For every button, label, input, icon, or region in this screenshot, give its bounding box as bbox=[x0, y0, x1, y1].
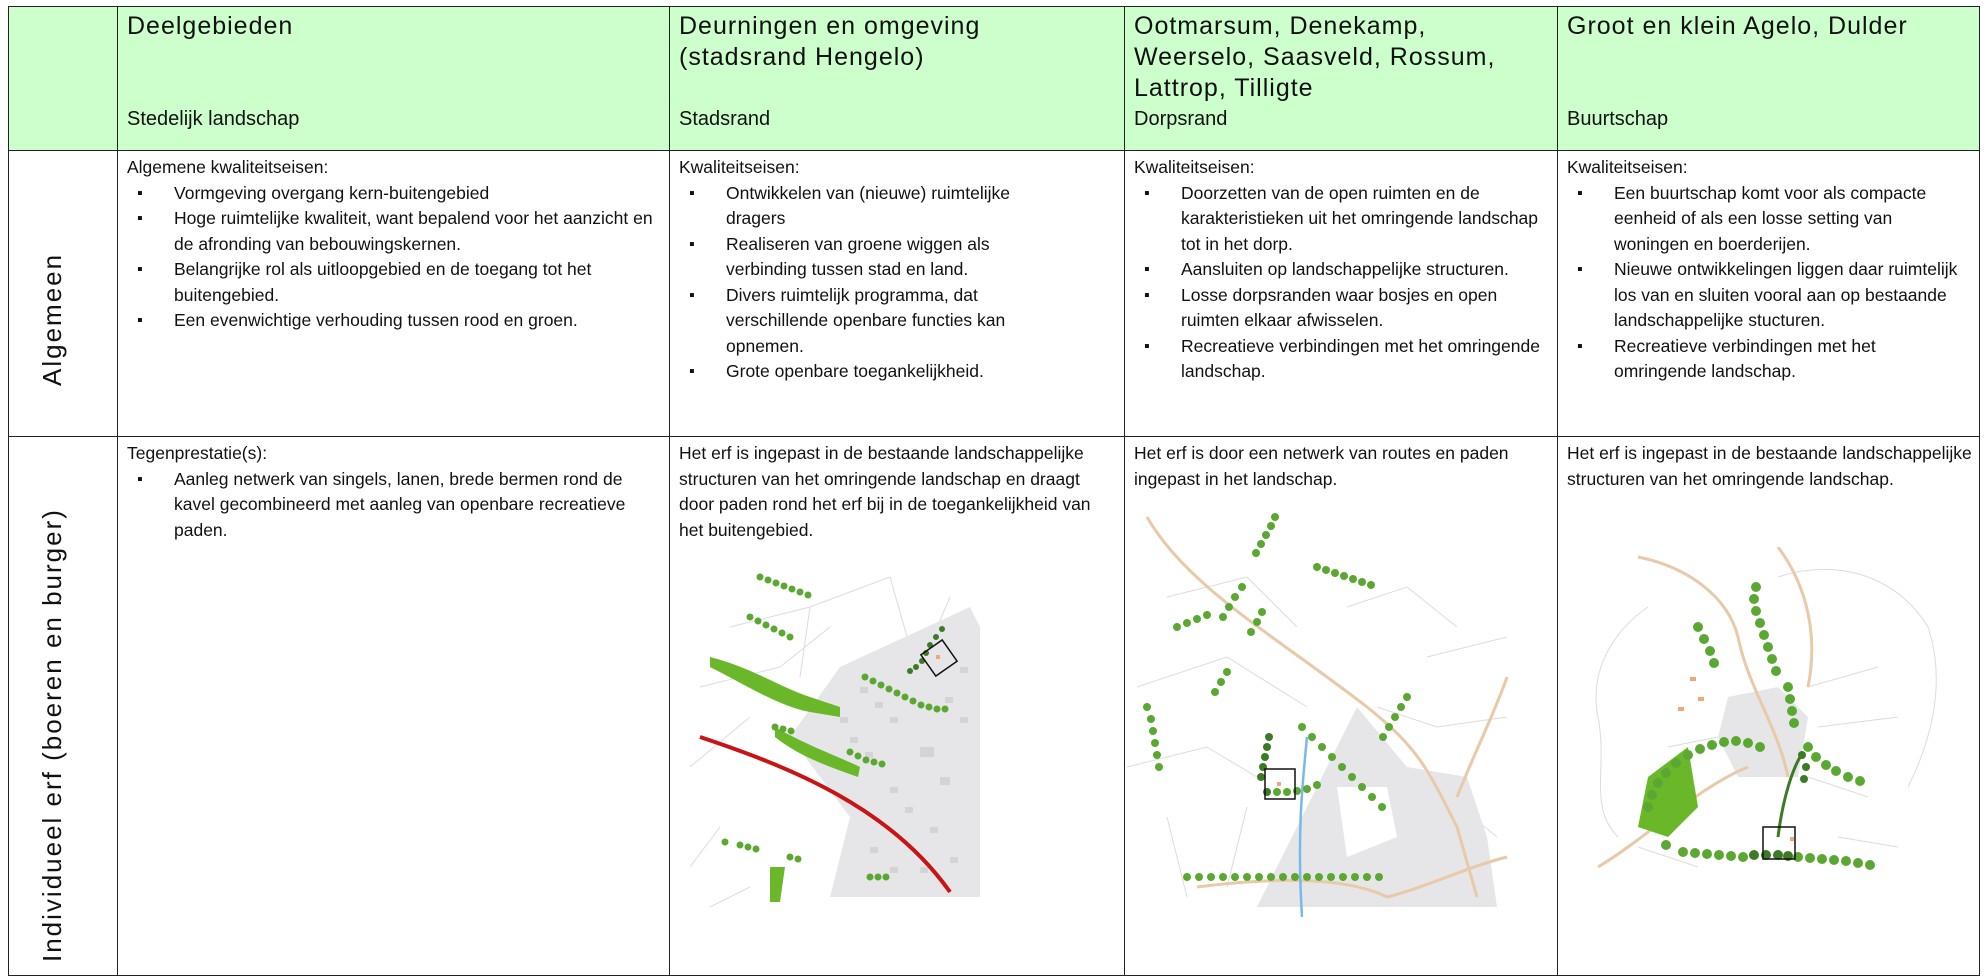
list-item: ▪ Grote openbare toegankelijkheid. bbox=[679, 359, 1059, 385]
row-label-erf bbox=[8, 436, 118, 976]
erf-col4 bbox=[1557, 436, 1980, 976]
algemeen-col3-lead: Kwaliteitseisen: bbox=[1134, 157, 1255, 177]
map-dorpsrand bbox=[1127, 507, 1527, 917]
algemeen-col3-list bbox=[1134, 181, 1546, 385]
header-col3-subtitle: Dorpsrand bbox=[1134, 108, 1228, 130]
algemeen-col1 bbox=[117, 150, 670, 437]
algemeen-col4-list bbox=[1567, 181, 1972, 385]
map-stadsrand bbox=[690, 567, 990, 907]
header-col2-title: Deurningen en omgeving (stadsrand Hengelo) bbox=[679, 12, 981, 71]
header-col3 bbox=[1124, 6, 1558, 151]
algemeen-col2-list bbox=[679, 181, 1059, 385]
map-buurtschap bbox=[1578, 547, 1958, 927]
header-col2 bbox=[669, 6, 1125, 151]
list-item: ▪ Aansluiten op landschappelijke structuren. bbox=[1134, 257, 1546, 283]
list-item: ▪ Divers ruimtelijk programma, dat verschillende openbare functies kan opnemen. bbox=[679, 283, 1059, 360]
list-item: ▪ Recreatieve verbindingen met het omringende landschap. bbox=[1567, 334, 1972, 385]
header-col1-subtitle: Stedelijk landschap bbox=[127, 108, 300, 130]
list-item: ▪ Doorzetten van de open ruimten en de karakteristieken uit het omringende landschap tot in het dorp. bbox=[1134, 181, 1546, 258]
header-col2-subtitle: Stadsrand bbox=[679, 108, 771, 130]
list-item: ▪ Realiseren van groene wiggen als verbinding tussen stad en land. bbox=[679, 232, 1059, 283]
header-col4 bbox=[1557, 6, 1980, 151]
header-col3-title: Ootmarsum, Denekamp, Weerselo, Saasveld, Rossum, Lattrop, Tilligte bbox=[1134, 12, 1496, 102]
algemeen-col1-list bbox=[127, 181, 657, 334]
algemeen-col2 bbox=[669, 150, 1125, 437]
algemeen-col1-lead: Algemene kwaliteitseisen: bbox=[127, 157, 329, 177]
erf-col2 bbox=[669, 436, 1125, 976]
list-item: ▪ Hoge ruimtelijke kwaliteit, want bepalend voor het aanzicht en de afronding van bebouwingskernen. bbox=[127, 206, 657, 257]
algemeen-col3 bbox=[1124, 150, 1558, 437]
erf-col2-text: Het erf is ingepast in de bestaande landschappelijke structuren van het omringende landschap en draagt door paden rond het erf bij in de toegankelijkheid van het buitengebied. bbox=[679, 443, 1091, 540]
list-item: ▪ Ontwikkelen van (nieuwe) ruimtelijke dragers bbox=[679, 181, 1059, 232]
row-label-erf-text: Individueel erf (boeren en burger) bbox=[37, 508, 67, 962]
list-item: ▪ Nieuwe ontwikkelingen liggen daar ruimtelijk los van en sluiten vooral aan op bestaande landschappelijke stucturen. bbox=[1567, 257, 1972, 334]
erf-col1-lead: Tegenprestatie(s): bbox=[127, 443, 268, 463]
list-item: ▪ Een evenwichtige verhouding tussen rood en groen. bbox=[127, 308, 657, 334]
header-col1 bbox=[117, 6, 670, 151]
erf-col4-text: Het erf is ingepast in de bestaande landschappelijke structuren van het omringende landschap. bbox=[1567, 443, 1972, 489]
algemeen-col2-lead: Kwaliteitseisen: bbox=[679, 157, 800, 177]
table bbox=[8, 6, 1980, 968]
erf-col1-list bbox=[127, 467, 647, 544]
header-col4-subtitle: Buurtschap bbox=[1567, 108, 1669, 130]
header-empty-cell bbox=[8, 6, 118, 151]
erf-col3-text: Het erf is door een netwerk van routes en paden ingepast in het landschap. bbox=[1134, 443, 1509, 489]
header-col4-title: Groot en klein Agelo, Dulder bbox=[1567, 12, 1908, 40]
erf-col3 bbox=[1124, 436, 1558, 976]
list-item: ▪ Een buurtschap komt voor als compacte eenheid of als een losse setting van woningen en boerderijen. bbox=[1567, 181, 1972, 258]
list-item: ▪ Vormgeving overgang kern-buitengebied bbox=[127, 181, 657, 207]
row-label-algemeen bbox=[8, 150, 118, 437]
header-col1-title: Deelgebieden bbox=[127, 12, 294, 40]
list-item: ▪ Belangrijke rol als uitloopgebied en de toegang tot het buitengebied. bbox=[127, 257, 657, 308]
list-item: ▪ Aanleg netwerk van singels, lanen, brede bermen rond de kavel gecombineerd met aanleg van openbare recreatieve paden. bbox=[127, 467, 647, 544]
list-item: ▪ Recreatieve verbindingen met het omringende landschap. bbox=[1134, 334, 1546, 385]
algemeen-col4 bbox=[1557, 150, 1980, 437]
list-item: ▪ Losse dorpsranden waar bosjes en open ruimten elkaar afwisselen. bbox=[1134, 283, 1546, 334]
erf-col1 bbox=[117, 436, 670, 976]
row-label-algemeen-text: Algemeen bbox=[37, 252, 67, 386]
algemeen-col4-lead: Kwaliteitseisen: bbox=[1567, 157, 1688, 177]
